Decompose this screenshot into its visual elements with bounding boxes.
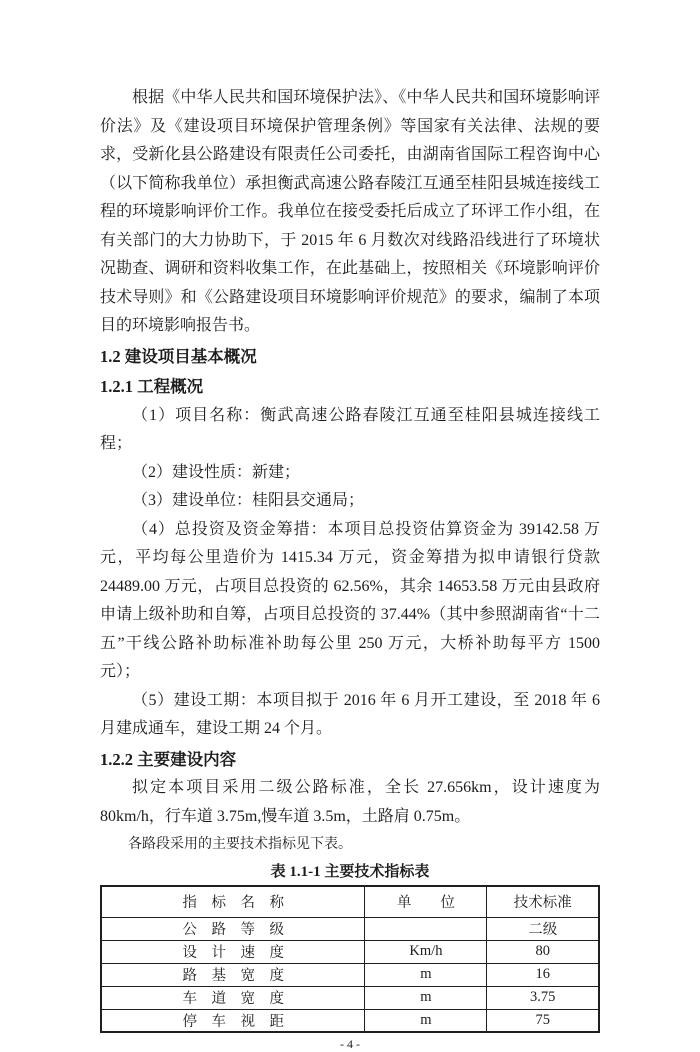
table-header-row [101, 886, 599, 917]
cell-unit: m [365, 963, 487, 986]
cell-indicator: 车 道 宽 度 [101, 986, 365, 1009]
cell-unit [365, 917, 487, 940]
table-row [101, 917, 599, 940]
intro-paragraph: 根据《中华人民共和国环境保护法》、《中华人民共和国环境影响评价法》及《建设项目环境保护管理条例》等国家有关法律、法规的要求，受新化县公路建设有限责任公司委托，由湖南省国际工程咨询中心（以下简称我单位）承担衡武高速公路春陵江互通至桂阳县城连接线工程的环境影响评价工作。我单位在接受委托后成立了环评工作小组，在有关部门的大力协助下，于 2015 年 6 月数次对线路沿线进行了环境状况勘查、调研和资料收集工作，在此基础上，按照相关《环境影响评价技术导则》和《公路建设项目环境影响评价规范》的要求，编制了本项目的环境影响报告书。 [100, 89, 600, 334]
col-header-unit: 单 位 [365, 886, 487, 917]
col-header-indicator-name: 指 标 名 称 [101, 886, 365, 917]
list-item-construction-nature: （2）建设性质：新建； [132, 463, 301, 481]
list-item-project-name: （1）项目名称：衡武高速公路春陵江互通至桂阳县城连接线工程； [100, 406, 600, 452]
cell-unit: m [365, 1009, 487, 1032]
cell-standard: 3.75 [487, 986, 599, 1009]
cell-indicator: 公 路 等 级 [101, 917, 365, 940]
table-lead-note: 各路段采用的主要技术指标见下表。 [128, 837, 352, 852]
page-number: - 4 - [340, 1037, 360, 1051]
cell-indicator: 路 基 宽 度 [101, 963, 365, 986]
table-caption: 表 1.1-1 主要技术指标表 [270, 864, 430, 880]
cell-standard: 75 [487, 1009, 599, 1032]
table-row [101, 986, 599, 1009]
table-row [101, 940, 599, 963]
table-row [101, 963, 599, 986]
col-header-tech-standard: 技术标准 [487, 886, 599, 917]
cell-standard: 80 [487, 940, 599, 963]
list-item-investment: （4）总投资及资金筹措：本项目总投资估算资金为 39142.58 万元，平均每公里造价为 1415.34 万元，资金筹措为拟申请银行贷款 24489.00 万元，占项目总投资的 62.56%，其余 14653.58 万元由县政府申请上级补助和自筹，占项目总投资的 37.44%（其中参照湖南省“十二五”干线公路补助标准补助每公里 250 万元，大桥补助每平方 1500 元）； [100, 520, 600, 680]
heading-1-2-2: 1.2.2 主要建设内容 [100, 749, 237, 769]
list-item-construction-period: （5）建设工期：本项目拟于 2016 年 6 月开工建设，至 2018 年 6 月建成通车，建设工期 24 个月。 [100, 691, 600, 737]
cell-indicator: 设 计 速 度 [101, 940, 365, 963]
heading-1-2-1: 1.2.1 工程概况 [100, 377, 204, 396]
cell-standard: 16 [487, 963, 599, 986]
heading-1-2: 1.2 建设项目基本概况 [100, 346, 257, 366]
cell-standard: 二级 [487, 917, 599, 940]
table-row [101, 1009, 599, 1032]
cell-unit: m [365, 986, 487, 1009]
page-content [100, 84, 600, 1052]
list-item-construction-unit: （3）建设单位：桂阳县交通局； [132, 492, 365, 509]
cell-unit: Km/h [365, 940, 487, 963]
cell-indicator: 停 车 视 距 [101, 1009, 365, 1032]
tech-spec-table [100, 885, 600, 1033]
main-content-paragraph: 拟定本项目采用二级公路标准，全长 27.656km，设计速度为 80km/h，行车道 3.75m,慢车道 3.5m，土路肩 0.75m。 [100, 779, 600, 825]
